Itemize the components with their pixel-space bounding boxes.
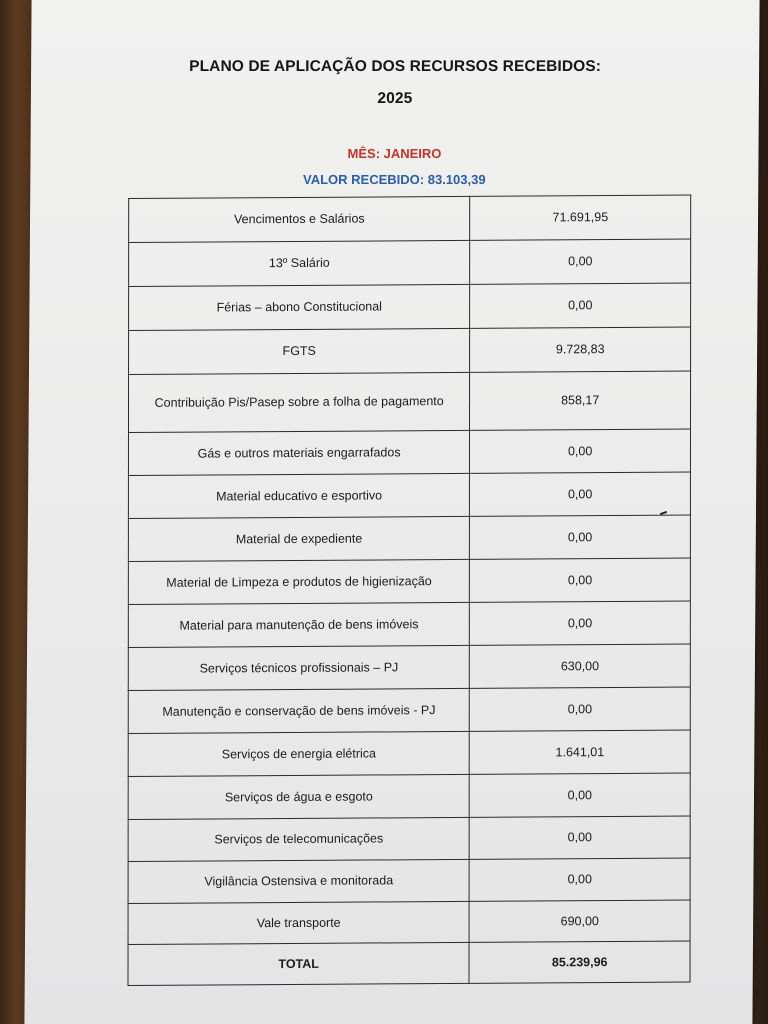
row-description: Férias – abono Constitucional [129, 284, 470, 330]
row-value: 858,17 [470, 371, 691, 430]
row-value: 0,00 [470, 429, 691, 473]
table-row [128, 816, 690, 861]
table-row [129, 239, 691, 286]
row-value: 0,00 [470, 773, 691, 817]
table-row [128, 858, 690, 903]
row-value: 0,00 [470, 515, 691, 559]
row-description: Material para manutenção de bens imóveis [128, 602, 469, 647]
paper-sheet [24, 0, 759, 1024]
document-year: 2025 [377, 90, 413, 107]
row-value: 1.641,01 [470, 730, 691, 774]
row-description: Contribuição Pis/Pasep sobre a folha de pagamento [128, 372, 469, 432]
table-row [128, 558, 690, 604]
row-description: Vale transporte [128, 901, 469, 944]
row-value: 0,00 [469, 816, 690, 859]
application-plan-table [128, 195, 692, 986]
table-row [128, 472, 690, 518]
table-row [128, 429, 690, 475]
row-description: Serviços de telecomunicações [128, 817, 469, 861]
row-value: 0,00 [470, 558, 691, 602]
row-value: 0,00 [470, 601, 691, 645]
total-label: TOTAL [128, 942, 469, 985]
row-value: 0,00 [470, 283, 691, 328]
table-row [129, 195, 691, 242]
table-row [129, 327, 691, 374]
row-description: FGTS [129, 328, 470, 374]
row-value: 0,00 [470, 687, 691, 731]
total-row [128, 941, 690, 985]
row-description: Material de expediente [128, 516, 469, 561]
row-description: Serviços de energia elétrica [128, 731, 469, 776]
row-description: 13º Salário [129, 240, 470, 286]
table-row [128, 601, 690, 647]
row-description: Vigilância Ostensiva e monitorada [128, 859, 469, 903]
total-value: 85.239,96 [469, 941, 690, 983]
row-value: 690,00 [469, 900, 690, 942]
row-description: Vencimentos e Salários [129, 196, 470, 242]
table-row [128, 371, 690, 432]
document-title: PLANO DE APLICAÇÃO DOS RECURSOS RECEBIDOS: [189, 58, 602, 75]
table-row [129, 283, 691, 330]
row-value: 9.728,83 [470, 327, 691, 372]
table-row [128, 900, 690, 944]
row-value: 630,00 [470, 644, 691, 688]
row-value: 0,00 [470, 239, 691, 284]
row-description: Serviços técnicos profissionais – PJ [128, 645, 469, 690]
table-row [128, 773, 690, 819]
table-row [128, 515, 690, 561]
row-value: 0,00 [469, 858, 690, 901]
row-description: Material de Limpeza e produtos de higienização [128, 559, 469, 604]
received-value-label: VALOR RECEBIDO: 83.103,39 [302, 172, 486, 187]
row-description: Serviços de água e esgoto [128, 774, 469, 819]
row-description: Manutenção e conservação de bens imóveis - PJ [128, 688, 469, 733]
row-description: Material educativo e esportivo [128, 473, 469, 518]
table-row [128, 687, 690, 733]
row-value: 71.691,95 [470, 195, 691, 240]
month-label: MÊS: JANEIRO [347, 146, 442, 161]
row-value: 0,00 [470, 472, 691, 516]
row-description: Gás e outros materiais engarrafados [128, 430, 469, 475]
table-row [128, 730, 690, 776]
table-row [128, 644, 690, 690]
